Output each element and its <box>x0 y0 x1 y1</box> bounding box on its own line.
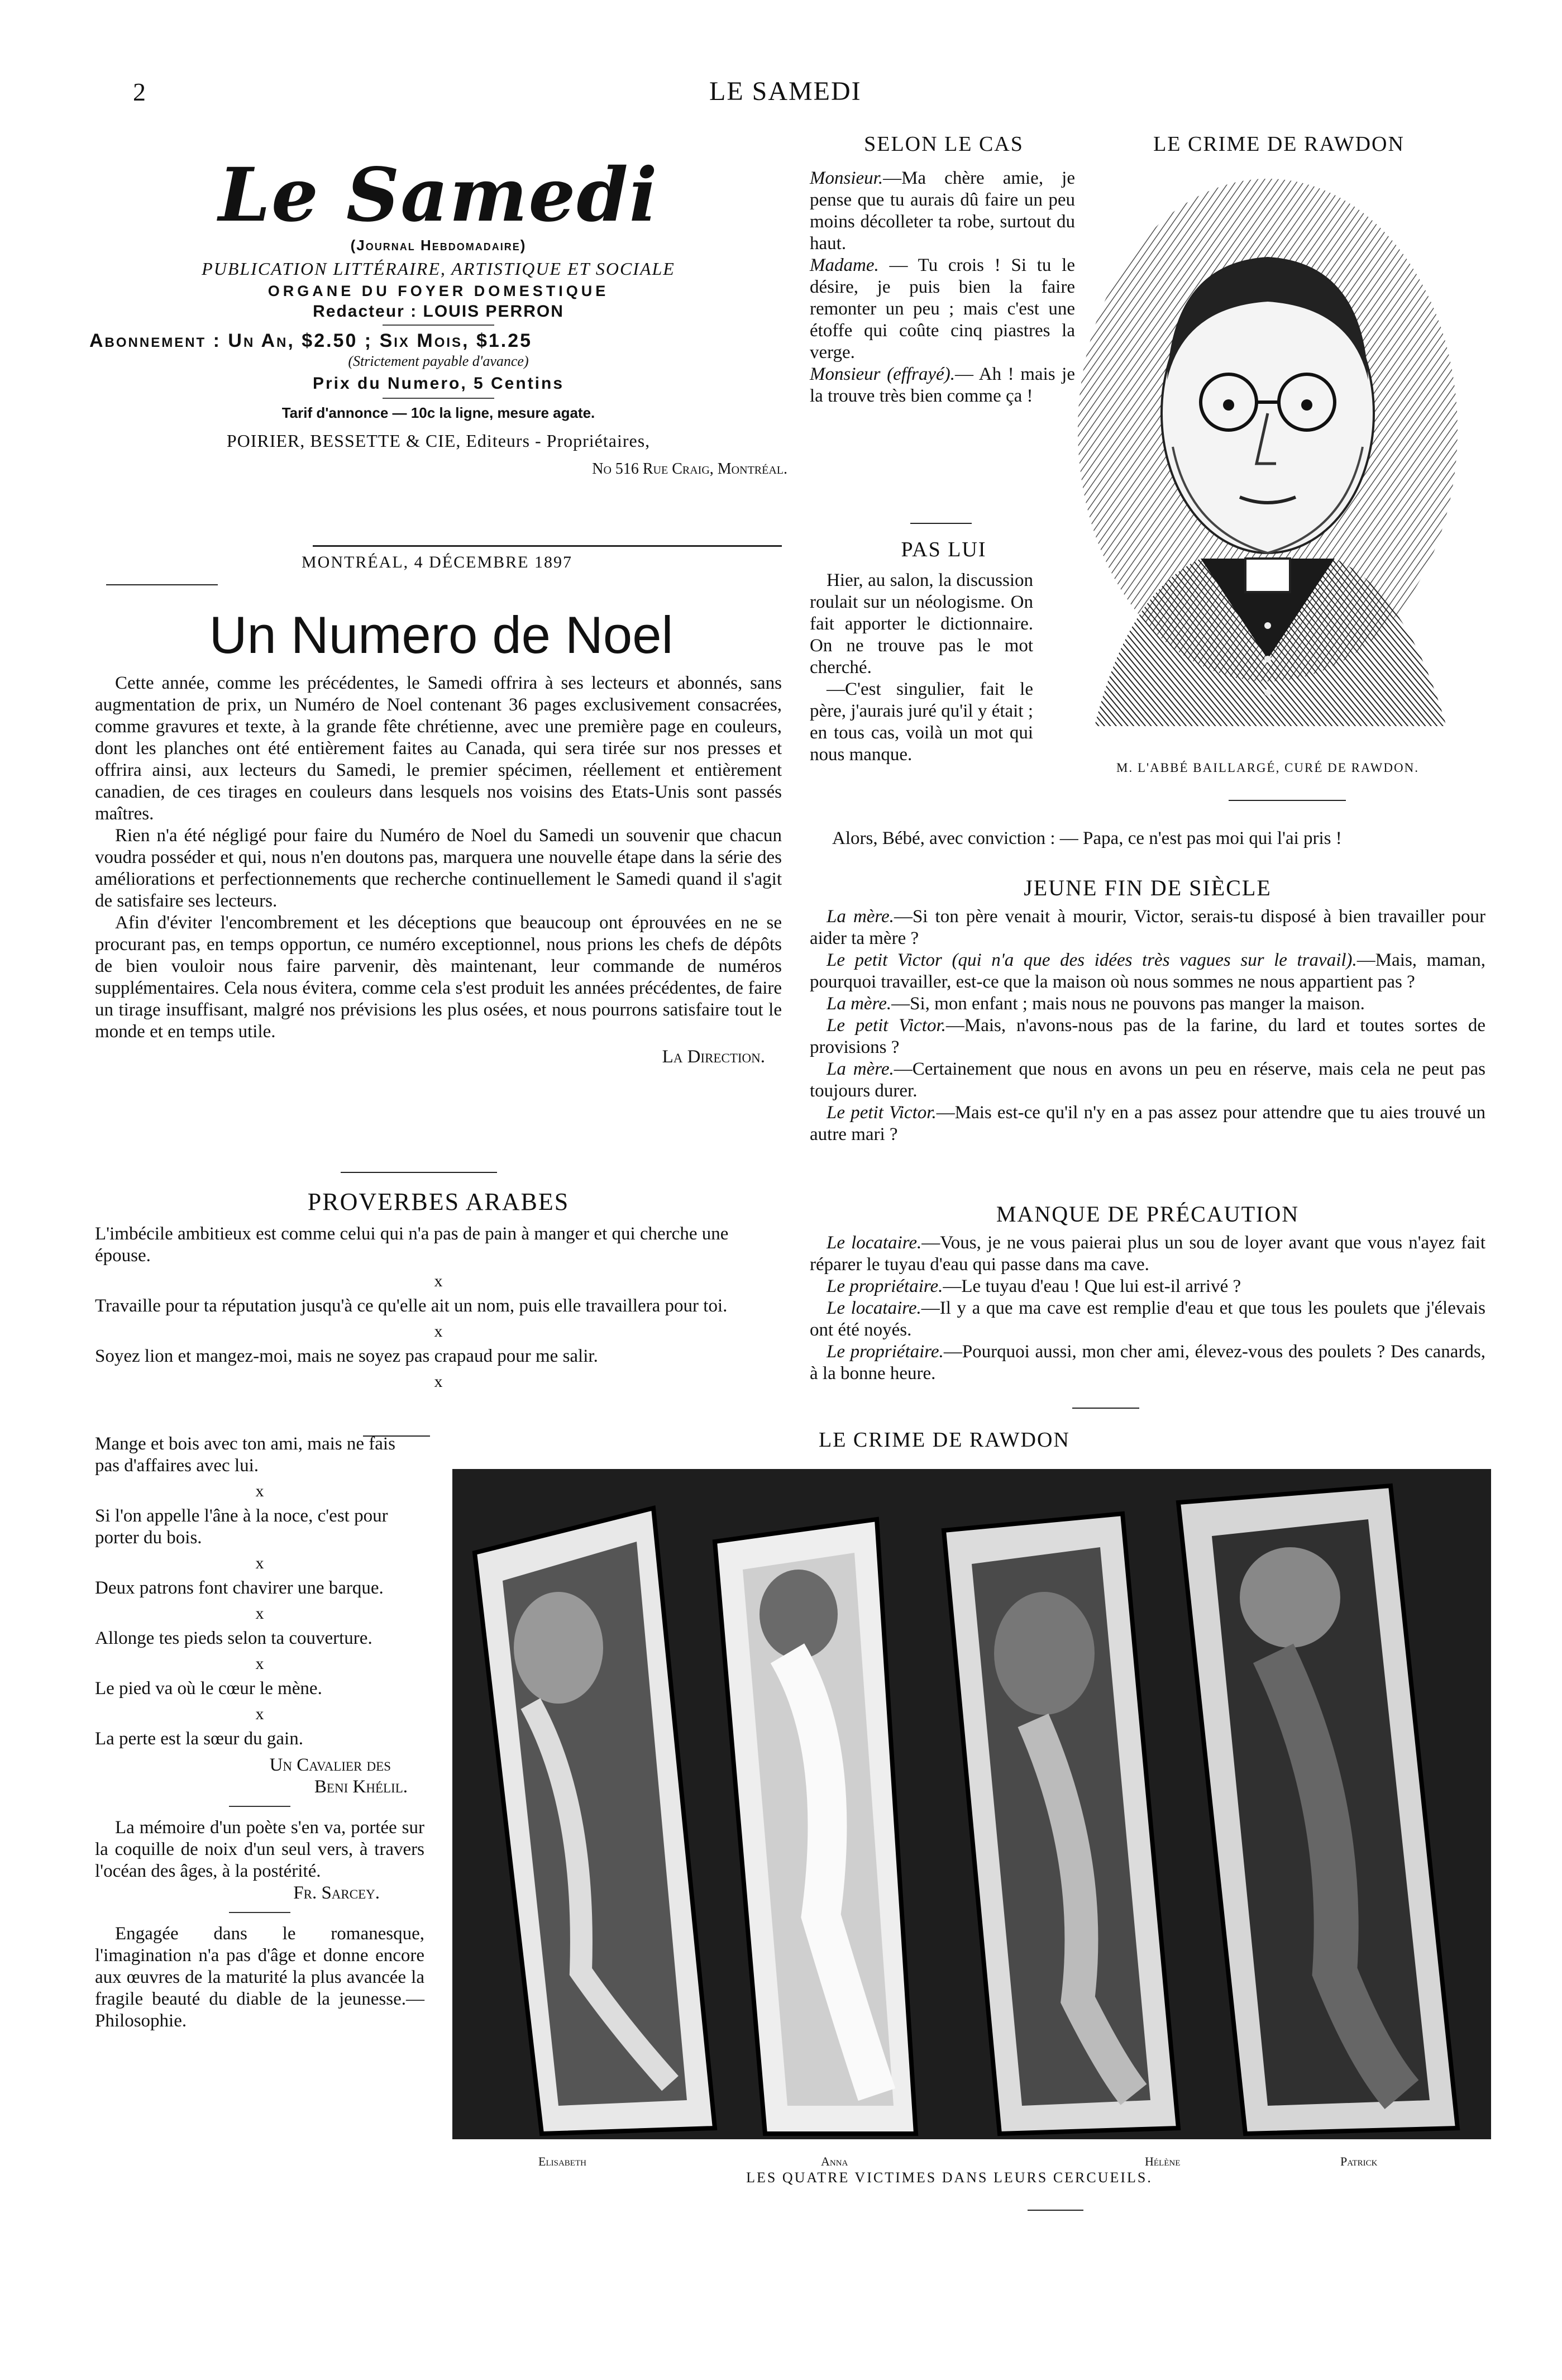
proverbes-narrow <box>95 1433 424 2032</box>
noel-title: Un Numero de Noel <box>209 605 673 664</box>
masthead-ad-rate: Tarif d'annonce — 10c la ligne, mesure agate. <box>281 404 595 421</box>
jeune-speaker-1: La mère. <box>827 907 894 927</box>
pas-lui-final: Alors, Bébé, avec conviction : — Papa, ce n'est pas moi qui l'ai pris ! <box>832 828 1342 848</box>
separator: x <box>255 1604 264 1623</box>
proverbe-1: L'imbécile ambitieux est comme celui qui n'a pas de pain à manger et qui cherche une épouse. <box>95 1224 729 1266</box>
coffins-caption: LES QUATRE VICTIMES DANS LEURS CERCUEILS. <box>746 2169 1153 2186</box>
selon-article <box>810 168 1075 407</box>
separator: x <box>255 1705 264 1723</box>
portrait-caption: M. L'ABBÉ BAILLARGÉ, CURÉ DE RAWDON. <box>1116 761 1419 775</box>
masthead-price: Prix du Numero, 5 Centins <box>312 374 565 393</box>
jeune-speaker-4: Le petit Victor. <box>827 1015 946 1036</box>
proverbe-2: Travaille pour ta réputation jusqu'à ce qu'elle ait un nom, puis elle travaillera pour toi. <box>95 1296 728 1316</box>
selon-line-3: — Ah ! mais je la trouve très bien comme ça ! <box>810 364 1075 406</box>
masthead-payable: (Strictement payable d'avance) <box>348 353 529 369</box>
proverbe-8: Le pied va où le cœur le mène. <box>95 1678 322 1699</box>
proverbe-7: Allonge tes pieds selon ta couverture. <box>95 1628 372 1648</box>
manque-speaker-3: Le locataire. <box>827 1298 921 1318</box>
proverbes-attribution-2: Beni Khélil. <box>314 1777 408 1797</box>
selon-line-2: — Tu crois ! Si tu le désire, je puis bien la faire remonter un peu ; mais c'est une étoffe qui coûte cinq piastres la verge. <box>810 255 1075 363</box>
proverbe-6: Deux patrons font chavirer une barque. <box>95 1578 384 1598</box>
selon-speaker-1: Monsieur. <box>810 168 883 188</box>
manque-speaker-2: Le propriétaire. <box>827 1276 943 1296</box>
coffins-photo <box>452 1469 1491 2139</box>
jeune-speaker-2: Le petit Victor (qui n'a que des idées très vagues sur le travail). <box>827 950 1357 970</box>
noel-paragraph-3: Afin d'éviter l'encombrement et les déceptions que beaucoup ont éprouvées en ne se procurant pas, en temps opportun, ce numéro exceptionnel, nous prions les chefs de dépôts de bien vouloir nous faire parvenir, dès maintenant, leur commande de numéros supplémentaires. Cela nous évitera, comme cela s'est produit les années précédentes, de faire un tirage insuffisant, malgré nos prévisions les plus osées, et nous pourrons satisfaire tout le monde et en temps utile. <box>95 913 782 1042</box>
separator: x <box>434 1272 443 1290</box>
jeune-speaker-3: La mère. <box>827 994 892 1014</box>
victim-name-2: Anna <box>821 2154 848 2168</box>
proverbes-top-rule <box>341 1172 497 1173</box>
jeune-line-3: —Si, mon enfant ; mais nous ne pouvons pas manger la maison. <box>891 994 1365 1014</box>
sarcey-author: Fr. Sarcey. <box>293 1883 380 1903</box>
manque-speaker-1: Le locataire. <box>827 1233 922 1253</box>
jeune-speaker-5: La mère. <box>827 1059 894 1079</box>
manque-article <box>810 1232 1485 1385</box>
proverbe-3: Soyez lion et mangez-moi, mais ne soyez pas crapaud pour me salir. <box>95 1346 598 1366</box>
coffins-image <box>452 1469 1491 2139</box>
jeune-line-4: —Mais, n'avons-nous pas de la farine, du lard et toutes sortes de provisions ? <box>810 1015 1485 1057</box>
masthead-tagline: PUBLICATION LITTÉRAIRE, ARTISTIQUE ET SOCIALE <box>202 259 675 279</box>
proverbes-wide <box>95 1223 782 1396</box>
masthead-rule <box>313 545 782 547</box>
masthead-organ: ORGANE DU FOYER DOMESTIQUE <box>268 283 609 299</box>
proverbes-title: PROVERBES ARABES <box>307 1188 570 1215</box>
separator: x <box>255 1482 264 1500</box>
pas-lui-article <box>810 570 1033 766</box>
separator: x <box>255 1654 264 1673</box>
noel-signature: La Direction. <box>662 1047 765 1067</box>
running-title: LE SAMEDI <box>709 77 862 106</box>
proverbe-4: Mange et bois avec ton ami, mais ne fais pas d'affaires avec lui. <box>95 1434 395 1476</box>
manque-line-4: —Pourquoi aussi, mon cher ami, élevez-vous des poulets ? Des canards, à la bonne heure. <box>810 1342 1485 1384</box>
dateline: MONTRÉAL, 4 DÉCEMBRE 1897 <box>302 553 572 571</box>
noel-article <box>95 672 782 1068</box>
separator: x <box>434 1322 443 1341</box>
jeune-speaker-6: Le petit Victor. <box>827 1103 937 1123</box>
dateline-rule <box>106 584 218 585</box>
masthead-logo: Le Samedi <box>218 152 658 239</box>
philosophie-quote: Engagée dans le romanesque, l'imagination n'a pas d'âge et donne encore aux œuvres de la maturité la plus avancée la fragile beauté du diable de la jeunesse.—Philosophie. <box>95 1924 424 2031</box>
portrait-rule <box>1229 800 1346 801</box>
masthead-subtitle: (Journal Hebdomadaire) <box>350 237 527 254</box>
masthead <box>89 151 787 478</box>
masthead-editor: Redacteur : LOUIS PERRON <box>313 302 564 321</box>
sarcey-quote: La mémoire d'un poète s'en va, portée sur la coquille de noix d'un seul vers, à travers l'océan des âges, à la postérité. <box>95 1818 424 1881</box>
pas-lui-title: PAS LUI <box>901 538 987 561</box>
separator: x <box>255 1554 264 1572</box>
pas-lui-paragraph-1: Hier, au salon, la discussion roulait sur un néologisme. On fait apporter le dictionnaire. On ne trouve pas le mot cherché. <box>810 570 1033 678</box>
masthead-subscription: Abonnement : Un An, $2.50 ; Six Mois, $1.25 <box>89 330 533 351</box>
jeune-article <box>810 906 1485 1146</box>
noel-paragraph-2: Rien n'a été négligé pour faire du Numéro de Noel du Samedi un souvenir que chacun voudra posséder et qui, nous n'en doutons pas, marquera une nouvelle étape dans la série des améliorations et perfectionnements que recherche continuellement le Samedi quand il s'agit de satisfaire ses lecteurs. <box>95 826 782 911</box>
masthead-address: No 516 Rue Craig, Montréal. <box>592 460 787 478</box>
jeune-line-6: —Mais est-ce qu'il n'y en a pas assez pour attendre que tu aies trouvé un autre mari ? <box>810 1103 1485 1144</box>
selon-title: SELON LE CAS <box>864 132 1024 156</box>
selon-line-1: —Ma chère amie, je pense que tu aurais dû faire un peu moins décolleter ta robe, surtout du haut. <box>810 168 1075 254</box>
separator: x <box>434 1372 443 1391</box>
manque-line-3: —Il y a que ma cave est remplie d'eau et que tous les poulets que j'élevais ont été noyés. <box>810 1298 1486 1340</box>
manque-title: MANQUE DE PRÉCAUTION <box>996 1201 1300 1227</box>
pas-lui-paragraph-2: —C'est singulier, fait le père, j'aurais juré qu'il y était ; en tous cas, voilà un mot qui nous manque. <box>810 679 1033 765</box>
selon-rule <box>910 523 972 524</box>
jeune-line-5: —Certainement que nous en avons un peu en réserve, mais cela ne peut pas toujours durer. <box>810 1059 1485 1101</box>
proverbes-attribution-1: Un Cavalier des <box>269 1755 391 1775</box>
manque-line-1: —Vous, je ne vous paierai plus un sou de loyer avant que vous n'ayez fait réparer le tuyau d'eau qui passe dans ma cave. <box>810 1233 1485 1275</box>
portrait-heading: LE CRIME DE RAWDON <box>1153 132 1405 156</box>
noel-paragraph-1: Cette année, comme les précédentes, le Samedi offrira à ses lecteurs et abonnés, sans augmentation de prix, un Numéro de Noel contenant 36 pages exclusivement consacrées, comme gravures et texte, à la grande fête chrétienne, avec une première page en couleurs, dont les planches ont été entièrement faites au Canada, qui sera tirée sur nos presses et offrira ainsi, aux lecteurs du Samedi, le premier spécimen, réellement et entièrement canadien, de ces tirages en couleurs dans lesquels nos voisins des Etats-Unis sont passés maîtres. <box>95 673 782 824</box>
victim-name-1: Elisabeth <box>538 2154 586 2168</box>
proverbe-9: La perte est la sœur du gain. <box>95 1729 303 1749</box>
selon-speaker-2: Madame. <box>810 255 879 275</box>
crime-rule <box>1072 1408 1139 1409</box>
jeune-line-1: —Si ton père venait à mourir, Victor, serais-tu disposé à bien travailler pour aider ta mère ? <box>810 907 1485 948</box>
portrait-image <box>1061 168 1474 748</box>
portrait-engraving <box>1061 168 1474 748</box>
selon-speaker-3: Monsieur (effrayé). <box>810 364 955 384</box>
jeune-title: JEUNE FIN DE SIÈCLE <box>1024 875 1272 900</box>
page-number: 2 <box>133 78 146 106</box>
manque-speaker-4: Le propriétaire. <box>827 1342 944 1362</box>
proverbe-5: Si l'on appelle l'âne à la noce, c'est pour porter du bois. <box>95 1506 388 1548</box>
victim-name-4: Patrick <box>1340 2154 1378 2168</box>
masthead-publishers: POIRIER, BESSETTE & CIE, Editeurs - Propriétaires, <box>226 431 651 451</box>
jeune-line-2: —Mais, maman, pourquoi travailler, est-ce que la maison où nous sommes ne nous appartient pas ? <box>810 950 1485 992</box>
crime-photo-heading: LE CRIME DE RAWDON <box>819 1428 1070 1452</box>
bottom-rule <box>1028 2210 1083 2211</box>
victim-name-3: Hélène <box>1145 2154 1181 2168</box>
manque-line-2: —Le tuyau d'eau ! Que lui est-il arrivé ? <box>943 1276 1241 1296</box>
